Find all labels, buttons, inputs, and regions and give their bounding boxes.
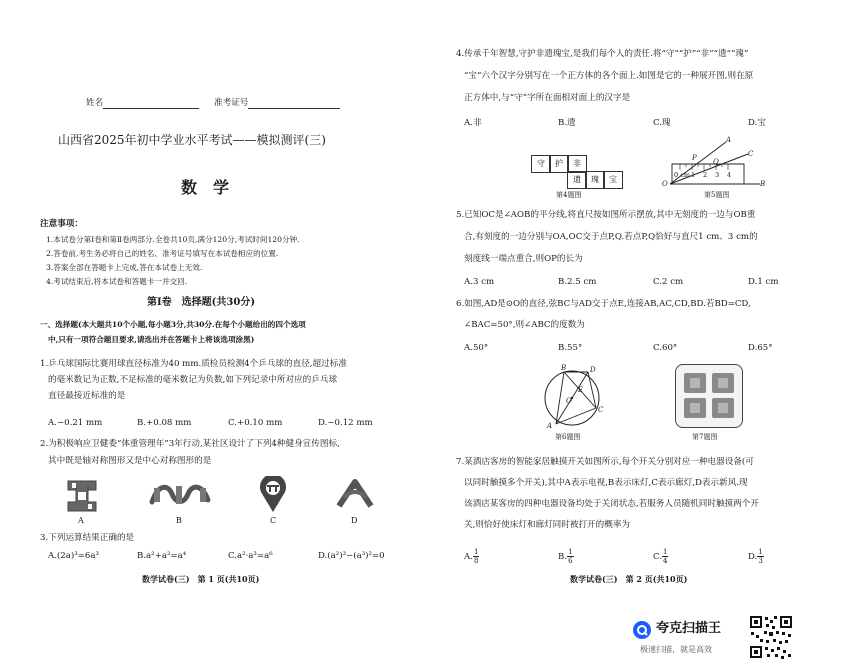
q5-text-line: 合,有刻度的一边分别与OA,OC交于点P,Q.若点P,Q恰好与直尺1 cm、3 cm的 bbox=[464, 232, 758, 242]
q6-label-a: A bbox=[547, 422, 553, 430]
exam-title: 山西省2025年初中学业水平考试——模拟测评(三) bbox=[58, 133, 326, 147]
q5-tick: 4 bbox=[727, 171, 732, 179]
quark-logo-icon bbox=[632, 620, 652, 640]
q2-text-line: 其中既是轴对称图形又是中心对称图形的是 bbox=[48, 456, 212, 466]
q7-text-line: 该酒店某客房的四种电器设备均处于关闭状态,若服务人员随机同时触摸两个开 bbox=[464, 499, 759, 509]
q6-label-c: C bbox=[598, 406, 604, 414]
notice-item: 4.考试结束后,将本试卷和答题卡一并交回. bbox=[46, 277, 188, 286]
q7-option-b bbox=[558, 548, 574, 565]
q3-option-a: A.(2a)³=6a³ bbox=[48, 551, 99, 561]
q5-tick: 3 bbox=[715, 171, 720, 179]
q5-label-o: O bbox=[662, 180, 668, 188]
q6-label-o: O bbox=[566, 397, 572, 405]
q3-text-line: 3.下列运算结果正确的是 bbox=[40, 533, 135, 543]
q5-tick: 2 bbox=[703, 171, 708, 179]
exam-id-blank bbox=[248, 108, 340, 109]
name-field bbox=[86, 98, 199, 109]
q1-text-line: 1.乒乓球国际比赛用球直径标准为40 mm.质检员检测4个乒乓球的直径,超过标准 bbox=[40, 359, 347, 369]
q7-text-line: 7.某酒店客房的智能家居触摸开关如图所示,每个开关分别对应一种电器设备(可 bbox=[456, 457, 754, 467]
q4-option-d: D.宝 bbox=[748, 118, 766, 128]
q4-text-line: 正方体中,与“守”字所在面相对面上的汉字是 bbox=[464, 93, 631, 103]
denominator: 8 bbox=[473, 557, 479, 565]
right-page bbox=[430, 0, 860, 669]
subject-title: 数 学 bbox=[181, 178, 230, 197]
q5-text-line: 5.已知OC是∠AOB的平分线,将直尺按如图所示摆放,其中无刻度的一边与OB重 bbox=[456, 210, 756, 220]
switch-face bbox=[718, 403, 728, 413]
q7-text-line: 关,则恰好使床灯和廊灯同时被打开的概率为 bbox=[464, 520, 631, 530]
q6-figure bbox=[536, 364, 608, 430]
left-footer: 数学试卷(三) 第 1 页(共10页) bbox=[142, 574, 260, 584]
q4-caption: 第4题图 bbox=[556, 191, 582, 199]
q2-icon-b bbox=[148, 480, 212, 510]
name-label: 姓名 bbox=[86, 98, 104, 108]
section-intro-line: 中,只有一项符合题目要求,请选出并在答题卡上将该选项涂黑) bbox=[48, 335, 255, 344]
option-letter: D. bbox=[748, 552, 758, 562]
q2-icon-a bbox=[64, 478, 100, 514]
q6-label-e: E bbox=[578, 386, 584, 394]
q6-option-c: C.60° bbox=[653, 343, 678, 353]
q6-option-d: D.65° bbox=[748, 343, 773, 353]
name-blank bbox=[103, 108, 199, 109]
net-cell: 宝 bbox=[603, 171, 623, 189]
numerator: 1 bbox=[473, 548, 479, 556]
q5-tick: 0 cm bbox=[674, 171, 691, 179]
q6-text-line: 6.如图,AD是⊙O的直径,弦BC与AD交于点E,连接AB,AC,CD,BD.若BD=CD, bbox=[456, 299, 751, 309]
qr-code-icon bbox=[748, 614, 794, 660]
q6-label-b: B bbox=[561, 364, 567, 372]
switch-c bbox=[684, 398, 706, 418]
notice-item: 1.本试卷分第Ⅰ卷和第Ⅱ卷两部分.全卷共10页,满分120分,考试时间120分钟. bbox=[46, 235, 300, 244]
q5-label-q: Q bbox=[713, 158, 719, 166]
q2-icon-c bbox=[258, 476, 288, 514]
notice-item: 3.答案全部在答题卡上完成,答在本试卷上无效. bbox=[46, 263, 203, 272]
exam-id-field bbox=[214, 98, 340, 109]
numerator: 1 bbox=[758, 548, 763, 556]
q1-option-b: B.+0.08 mm bbox=[137, 418, 192, 428]
q5-text-line: 刻度线一端点重合,则OP的长为 bbox=[464, 254, 583, 264]
switch-face bbox=[690, 403, 700, 413]
net-cell: 瑰 bbox=[585, 171, 605, 189]
q5-label-p: P bbox=[692, 154, 697, 162]
numerator: 1 bbox=[568, 548, 573, 556]
q5-label-c: C bbox=[748, 150, 754, 158]
q4-cube-net bbox=[531, 155, 621, 189]
switch-face bbox=[718, 378, 728, 388]
net-cell: 遗 bbox=[567, 171, 587, 189]
net-cell: 守 bbox=[531, 155, 551, 173]
q3-option-c: C.a²·a³=a⁶ bbox=[228, 551, 273, 561]
q6-caption: 第6题图 bbox=[555, 433, 581, 441]
q2-icon-d bbox=[336, 476, 374, 512]
switch-face bbox=[690, 378, 700, 388]
section-title: 第Ⅰ卷 选择题(共30分) bbox=[147, 297, 256, 308]
switch-d bbox=[712, 398, 734, 418]
exam-id-label: 准考证号 bbox=[214, 98, 249, 108]
scanner-watermark bbox=[632, 614, 812, 666]
q4-text-line: “宝”六个汉字分别写在一个正方体的各个面上.如图是它的一种展开图,则在原 bbox=[464, 71, 754, 81]
q7-option-c bbox=[653, 548, 668, 565]
fraction bbox=[662, 548, 668, 565]
net-cell: 护 bbox=[549, 155, 569, 173]
q2-label-b: B bbox=[176, 516, 182, 525]
q1-option-c: C.+0.10 mm bbox=[228, 418, 283, 428]
switch-a bbox=[684, 373, 706, 393]
brand-slogan: 极速扫描，就是高效 bbox=[640, 645, 712, 654]
right-footer: 数学试卷(三) 第 2 页(共10页) bbox=[570, 574, 688, 584]
option-letter: B. bbox=[558, 552, 568, 562]
q4-text-line: 4.传承千年智慧,守护非遗瑰宝,是我们每个人的责任.将“守”“护”“非”“遗”“瑰” bbox=[456, 49, 749, 59]
q1-text-line: 直径最接近标准的是 bbox=[48, 391, 126, 401]
q4-option-c: C.瑰 bbox=[653, 118, 671, 128]
denominator: 4 bbox=[663, 557, 668, 565]
section-intro-line: 一、选择题(本大题共10个小题,每小题3分,共30分.在每个小题给出的四个选项 bbox=[40, 320, 306, 329]
q1-text-line: 的毫米数记为正数,不足标准的毫米数记为负数,如下列记录中所对应的乒乓球 bbox=[48, 375, 338, 385]
brand-name: 夸克扫描王 bbox=[656, 621, 722, 636]
q4-option-a: A.非 bbox=[464, 118, 482, 128]
q2-label-c: C bbox=[270, 516, 277, 525]
q5-figure bbox=[658, 136, 766, 192]
q5-option-b: B.2.5 cm bbox=[558, 277, 597, 287]
q5-tick: 1 bbox=[691, 171, 696, 179]
numerator: 1 bbox=[663, 548, 668, 556]
q5-option-c: C.2 cm bbox=[653, 277, 684, 287]
q3-option-b: B.a²+a²=a⁴ bbox=[137, 551, 187, 561]
fraction bbox=[757, 548, 763, 565]
q1-option-d: D.−0.12 mm bbox=[318, 418, 373, 428]
q7-caption: 第7题图 bbox=[692, 433, 718, 441]
q6-text-line: ∠BAC=50°,则∠ABC的度数为 bbox=[464, 320, 585, 330]
fraction bbox=[567, 548, 573, 565]
notice-title: 注意事项： bbox=[40, 219, 83, 229]
option-letter: C. bbox=[653, 552, 663, 562]
q5-option-d: D.1 cm bbox=[748, 277, 779, 287]
q6-option-b: B.55° bbox=[558, 343, 583, 353]
switch-b bbox=[712, 373, 734, 393]
q2-label-d: D bbox=[351, 516, 358, 525]
denominator: 6 bbox=[568, 557, 573, 565]
notice-item: 2.答卷前,考生务必将自己的姓名、准考证号填写在本试卷相应的位置. bbox=[46, 249, 279, 258]
q6-option-a: A.50° bbox=[464, 343, 489, 353]
q7-option-d bbox=[748, 548, 764, 565]
net-cell: 非 bbox=[567, 155, 587, 173]
q5-option-a: A.3 cm bbox=[464, 277, 495, 287]
q2-text-line: 2.为积极响应卫健委“体重管理年”3年行动,某社区设计了下列4种健身宣传图标, bbox=[40, 439, 340, 449]
q7-switch-panel bbox=[675, 364, 743, 428]
q5-caption: 第5题图 bbox=[704, 191, 730, 199]
q7-text-line: 以同时触摸多个开关),其中A表示电视,B表示床灯,C表示廊灯,D表示新风.现 bbox=[464, 478, 748, 488]
option-letter: A. bbox=[464, 552, 473, 562]
q1-option-a: A.−0.21 mm bbox=[48, 418, 103, 428]
q4-option-b: B.遗 bbox=[558, 118, 576, 128]
q6-label-d: D bbox=[590, 366, 596, 374]
fraction bbox=[473, 548, 479, 565]
denominator: 3 bbox=[758, 557, 763, 565]
q2-label-a: A bbox=[78, 516, 84, 525]
q3-option-d: D.(a²)³−(a³)²=0 bbox=[318, 551, 385, 561]
q5-label-b: B bbox=[760, 180, 766, 188]
q7-option-a bbox=[464, 548, 479, 565]
q5-label-a: A bbox=[726, 136, 732, 144]
